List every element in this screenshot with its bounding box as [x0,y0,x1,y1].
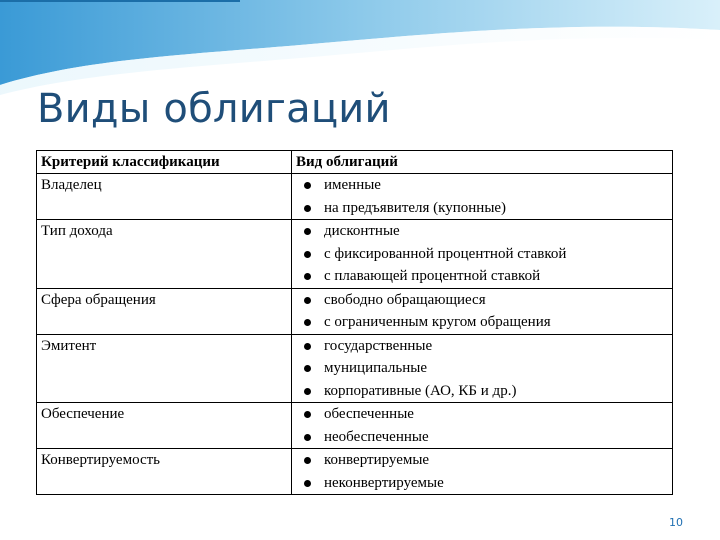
kinds-cell [292,403,673,449]
list-item: конвертируемые [296,449,672,472]
header-wave-banner [0,0,720,95]
list-item: с ограниченным кругом обращения [296,311,672,334]
criterion-cell: Сфера обращения [37,288,292,334]
table-row [37,334,673,403]
kinds-cell [292,449,673,495]
table-row [37,174,673,220]
list-item: свободно обращающиеся [296,289,672,312]
list-item: дисконтные [296,220,672,243]
list-item: с плавающей процентной ставкой [296,265,672,288]
kinds-cell [292,288,673,334]
criterion-cell: Обеспечение [37,403,292,449]
list-item: неконвертируемые [296,472,672,495]
header-criterion: Критерий классификации [37,151,292,174]
list-item: с фиксированной процентной ставкой [296,243,672,266]
list-item: государственные [296,335,672,358]
list-item: обеспеченные [296,403,672,426]
table-header-row [37,151,673,174]
table-row [37,220,673,289]
bond-types-table [36,150,673,495]
criterion-cell: Конвертируемость [37,449,292,495]
kinds-cell [292,220,673,289]
kinds-cell [292,334,673,403]
kinds-cell [292,174,673,220]
list-item: на предъявителя (купонные) [296,197,672,220]
criterion-cell: Эмитент [37,334,292,403]
criterion-cell: Владелец [37,174,292,220]
header-bond-type: Вид облигаций [292,151,673,174]
slide-title: Виды облигаций [37,86,391,132]
page-number: 10 [669,516,683,529]
list-item: муниципальные [296,357,672,380]
table-row [37,449,673,495]
list-item: корпоративные (АО, КБ и др.) [296,380,672,403]
list-item: именные [296,174,672,197]
table-row [37,288,673,334]
list-item: необеспеченные [296,426,672,449]
table-row [37,403,673,449]
criterion-cell: Тип дохода [37,220,292,289]
